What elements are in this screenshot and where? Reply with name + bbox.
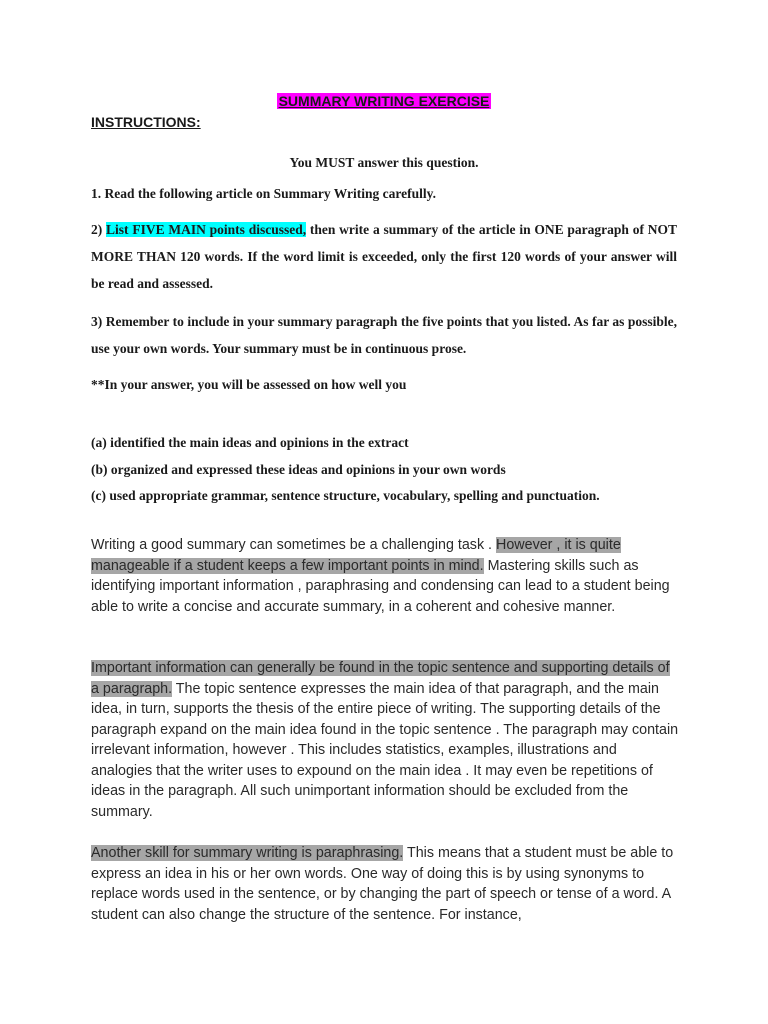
criteria-item-c: (c) used appropriate grammar, sentence structure, vocabulary, spelling and punctuation.: [91, 488, 600, 503]
must-answer-line: You MUST answer this question.: [289, 155, 479, 170]
article-text: This means that a student must be able to express an idea in his or her own words. One way of doing this is by using synonyms to replace words used in the sentence, or by changing the part of speech or tense of a word. A student can also change the structure of the sentence. For instance,: [91, 845, 674, 923]
criteria-list: [91, 430, 677, 510]
article-paragraph-3: [91, 843, 681, 925]
criteria-item-b: (b) organized and expressed these ideas and opinions in your own words: [91, 461, 506, 477]
article-paragraph-2: [91, 658, 681, 822]
instruction-item-1: 1. Read the following article on Summary Writing carefully.: [91, 186, 436, 201]
article-text: Mastering skills such as identifying important information , paraphrasing and condensing can lead to a student being able to write a concise and accurate summary, in a coherent and cohesive manner.: [91, 557, 670, 615]
article-paragraph-1: [91, 535, 681, 617]
item2-highlight: List FIVE MAIN points discussed,: [106, 222, 307, 237]
article-highlight: Another skill for summary writing is paraphrasing.: [91, 845, 404, 861]
document-title: SUMMARY WRITING EXERCISE: [278, 93, 490, 109]
article-text: Writing a good summary can sometimes be a challenging task .: [91, 537, 497, 553]
instruction-item-3: 3) Remember to include in your summary paragraph the five points that you listed. As far as possible, use your own words. Your summary must be in continuous prose.: [91, 314, 677, 356]
instructions-heading: INSTRUCTIONS:: [91, 114, 201, 130]
assessment-intro: **In your answer, you will be assessed on how well you: [91, 377, 407, 392]
criteria-item-a: (a) identified the main ideas and opinions in the extract: [91, 435, 409, 450]
article-highlight: However , it is quite manageable if a student keeps a few important points in mind.: [91, 537, 621, 574]
item2-rest: then write a summary of the article in ONE paragraph of NOT MORE THAN 120 words. If the word limit is exceeded, only the first 120 words of your answer will be read and assessed.: [91, 222, 678, 291]
document-title-row: [0, 93, 768, 109]
item2-prefix: 2): [91, 222, 107, 237]
article-highlight: Important information can generally be found in the topic sentence and supporting details of a paragraph.: [91, 660, 670, 697]
article-text: The topic sentence expresses the main idea of that paragraph, and the main idea, in turn, supports the thesis of the entire piece of writing. The supporting details of the paragraph expand on the main idea found in the topic sentence . The paragraph may contain irrelevant information, however . This includes statistics, examples, illustrations and analogies that the writer uses to expound on the main idea . It may even be repetitions of ideas in the paragraph. All such unimportant information should be excluded from the summary.: [91, 680, 679, 820]
instruction-item-2: [91, 216, 677, 297]
